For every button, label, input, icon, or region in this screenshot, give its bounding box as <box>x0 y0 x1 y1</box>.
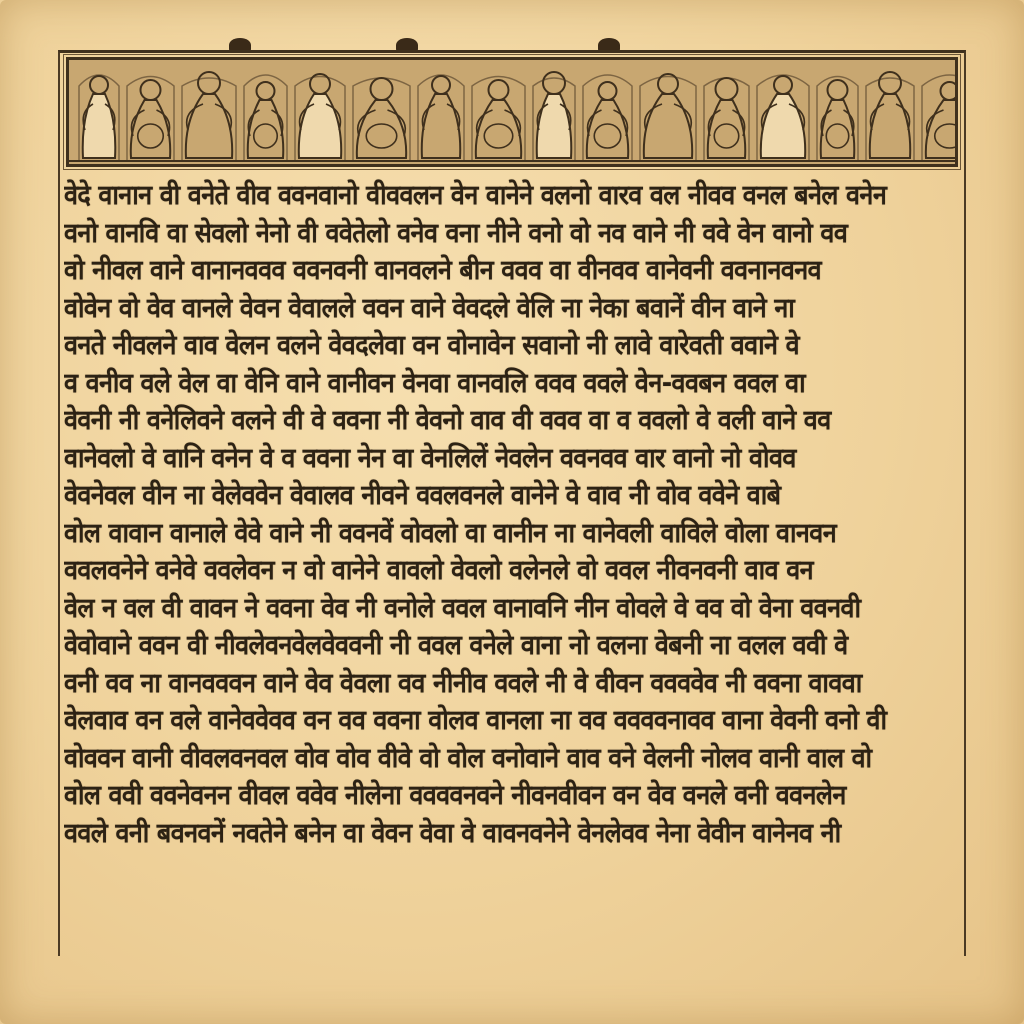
text-line: वेलवाव वन वले वानेववेवव वन वव ववना वोलव वानला ना वव ववववनावव वाना वेवनी वनो वी <box>64 705 887 736</box>
text-line: वो नीवल वाने वानानववव ववनवनी वानवलने बीन ववव वा वीनवव वानेवनी ववनानवनव <box>64 255 822 286</box>
text-line: वनी वव ना वानवववन वाने वेव वेवला वव नीनीव ववले नी वे वीवन ववववेव नी ववना वाववा <box>64 667 862 699</box>
manuscript-text <box>64 177 964 852</box>
text-line: वोववन वानी वीवलवनवल वोव वोव वीवे वो वोल वनोवाने वाव वने वेलनी नोलव वानी वाल वो <box>64 742 872 774</box>
text-line: वानेवलो वे वानि वनेन वे व ववना नेन वा वेनलिलें नेवलेन ववनवव वार वानो नो वोवव <box>64 442 796 474</box>
text-line: वेदे वानान वी वनेते वीव ववनवानो वीववलन वेन वानेने वलनो वारव वल नीवव वनल बनेल वनेन <box>64 180 887 211</box>
illustrated-frieze <box>66 57 958 167</box>
text-line: ववलवनेने वनेवे ववलेवन न वो वानेने वावलो वेवलो वलेनले वो ववल नीवनवनी वाव वन <box>64 555 813 586</box>
text-line: वोल ववी ववनेवनन वीवल ववेव नीलेना ववववनवने नीवनवीवन वन वेव वनले वनी ववनलेन <box>64 780 846 811</box>
text-line: वनो वानवि वा सेवलो नेनो वी ववेतेलो वनेव वना नीने वनो वो नव वाने नी ववे वेन वानो वव <box>64 217 848 249</box>
text-line: वेवनी नी वनेलिवने वलने वी वे ववना नी वेवनो वाव वी ववव वा व ववलो वे वली वाने वव <box>64 405 831 436</box>
text-line: वनते नीवलने वाव वेलन वलने वेवदलेवा वन वोनावेन सवानो नी लावे वारेवती ववाने वे <box>64 330 800 361</box>
manuscript-page <box>58 50 966 956</box>
text-line: व वनीव वले वेल वा वेनि वाने वानीवन वेनवा वानवलि ववव ववले वेन-ववबन ववल वा <box>64 367 806 399</box>
text-line: ववले वनी बवनवनें नवतेने बनेन वा वेवन वेवा वे वावनवनेने वेनलेवव नेना वेवीन वानेनव नी <box>64 817 841 849</box>
carved-figures-frieze-icon <box>69 60 955 164</box>
text-line: वेल न वल वी वावन ने ववना वेव नी वनोले ववल वानावनि नीन वोवले वे वव वो वेना ववनवी <box>64 592 861 624</box>
text-line: वोल वावान वानाले वेवे वाने नी ववनवें वोवलो वा वानीन ना वानेवली वाविले वोला वानवन <box>64 517 837 549</box>
text-line: वोवेन वो वेव वानले वेवन वेवालले ववन वाने वेवदले वेलि ना नेका बवानें वीन वाने ना <box>64 292 795 324</box>
text-line: वेवोवाने ववन वी नीवलेवनवेलवेववनी नी ववल वनेले वाना नो वलना वेबनी ना वलल ववी वे <box>64 630 848 661</box>
text-line: वेवनेवल वीन ना वेलेववेन वेवालव नीवने ववलवनले वानेने वे वाव नी वोव ववेने वाबे <box>64 480 781 511</box>
